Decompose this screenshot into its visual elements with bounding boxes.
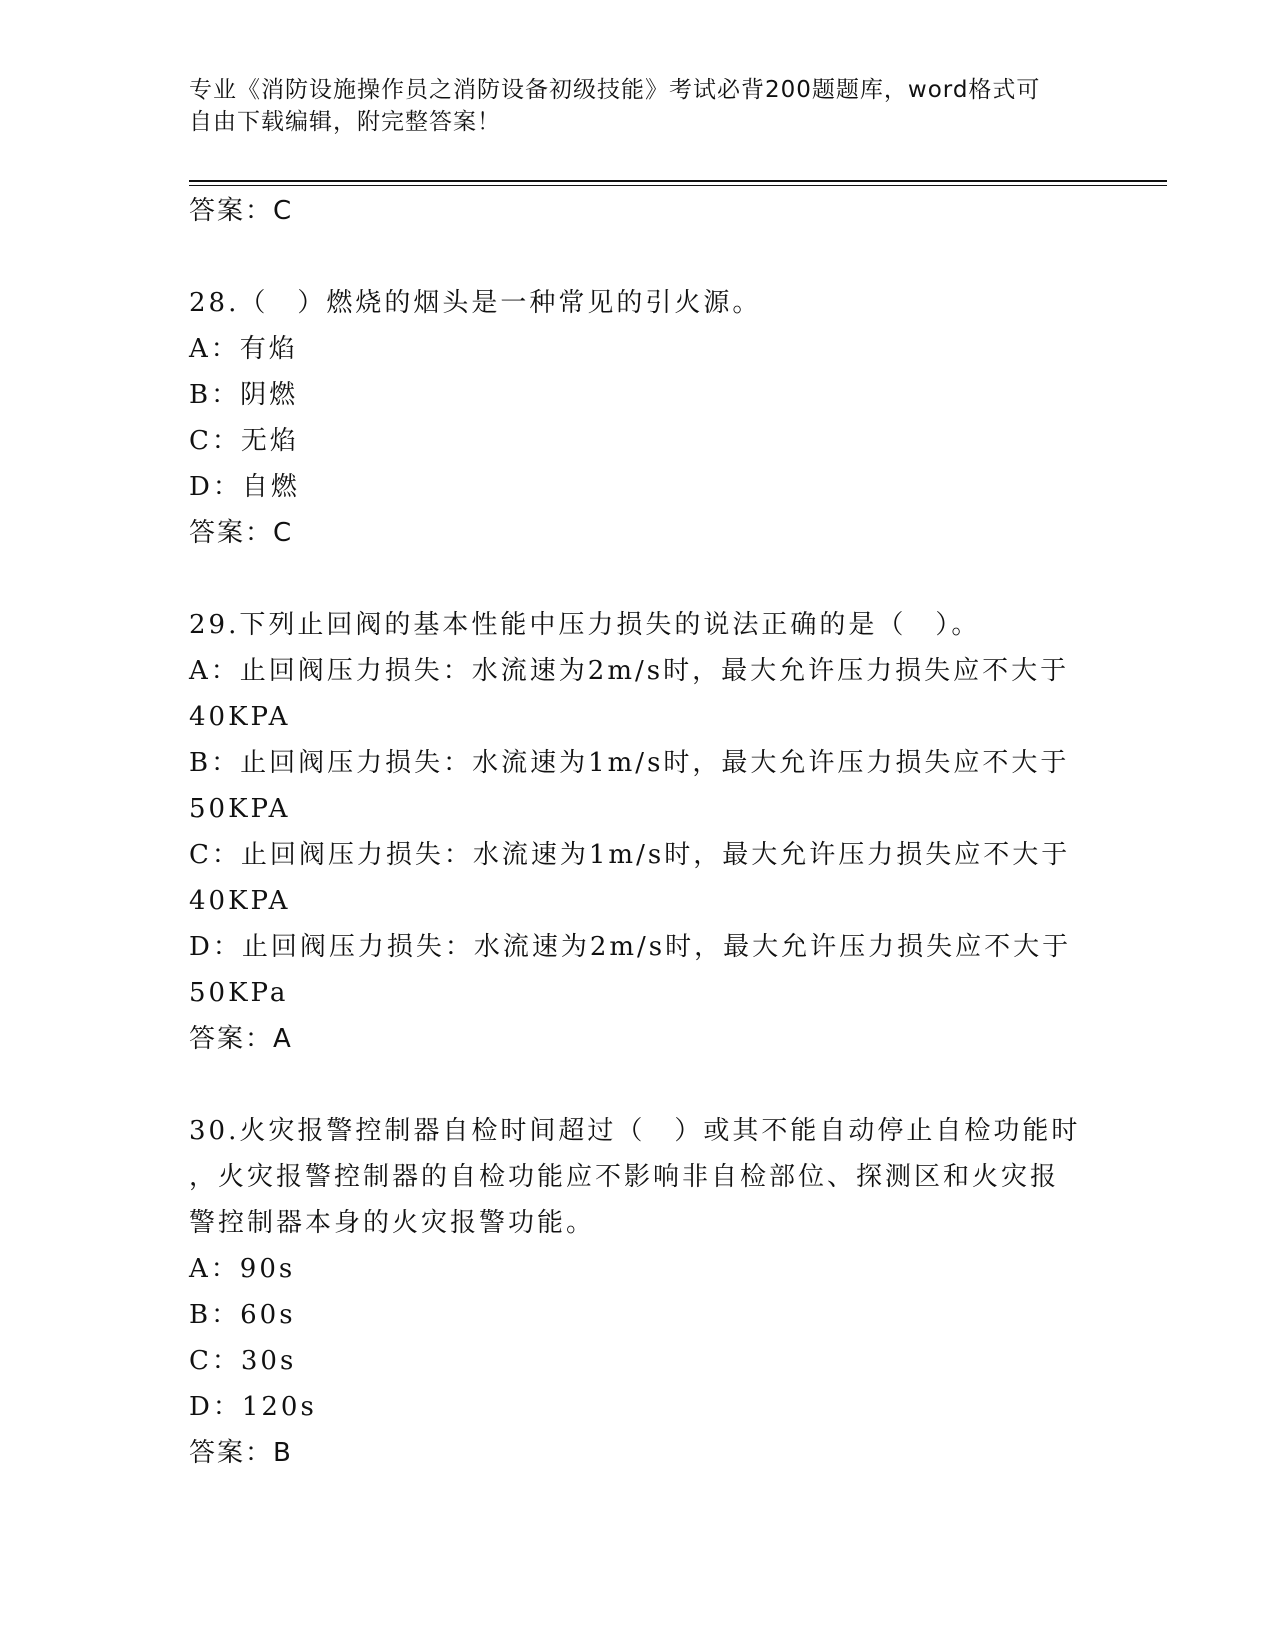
option-d [189,924,1089,1016]
question-text-line: 警控制器本身的火灾报警功能。 [189,1208,596,1238]
question-list [189,188,1089,1476]
option-a [189,648,1089,740]
answer: 答案：C [189,518,294,548]
previous-answer: 答案：C [189,196,294,226]
option-line: B：60s [189,1300,296,1330]
option-d [189,1384,1089,1430]
option-d [189,464,1089,510]
question-text-line: 30.火灾报警控制器自检时间超过（ ）或其不能自动停止自检功能时 [189,1116,1081,1146]
option-line: 50KPA [189,794,291,824]
answer: 答案：A [189,1024,293,1054]
option-a [189,326,1089,372]
question-28 [189,280,1089,556]
header-rule-thick [189,180,1167,182]
option-line: B：阴燃 [189,380,299,410]
question-text [189,280,1089,326]
option-c [189,1338,1089,1384]
option-line: C：30s [189,1346,297,1376]
document-header [189,74,1089,138]
option-line: 40KPA [189,702,291,732]
answer: 答案：B [189,1438,293,1468]
option-line: 40KPA [189,886,291,916]
option-line: A：止回阀压力损失：水流速为2m/s时，最大允许压力损失应不大于 [189,656,1070,686]
option-c [189,832,1089,924]
question-text-line: 29.下列止回阀的基本性能中压力损失的说法正确的是（ ）。 [189,610,981,640]
option-line: A：有焰 [189,334,298,364]
header-rule-thin [189,185,1167,186]
question-text [189,1108,1089,1246]
option-line: D：120s [189,1392,317,1422]
question-text-line: 28.（ ）燃烧的烟头是一种常见的引火源。 [189,288,762,318]
question-text-line: ，火灾报警控制器的自检功能应不影响非自检部位、探测区和火灾报 [189,1162,1060,1192]
option-a [189,1246,1089,1292]
option-b [189,1292,1089,1338]
option-b [189,372,1089,418]
option-line: D：止回阀压力损失：水流速为2m/s时，最大允许压力损失应不大于 [189,932,1072,962]
header-line-1: 专业《消防设施操作员之消防设备初级技能》考试必背200题题库，word格式可 [189,77,1041,103]
option-line: 50KPa [189,978,289,1008]
option-line: A：90s [189,1254,296,1284]
header-line-2: 自由下载编辑，附完整答案！ [189,109,501,135]
option-line: C：无焰 [189,426,299,456]
question-text [189,602,1089,648]
option-line: D：自燃 [189,472,300,502]
question-29 [189,602,1089,1062]
option-b [189,740,1089,832]
question-30 [189,1108,1089,1476]
option-c [189,418,1089,464]
option-line: B：止回阀压力损失：水流速为1m/s时，最大允许压力损失应不大于 [189,748,1070,778]
option-line: C：止回阀压力损失：水流速为1m/s时，最大允许压力损失应不大于 [189,840,1071,870]
